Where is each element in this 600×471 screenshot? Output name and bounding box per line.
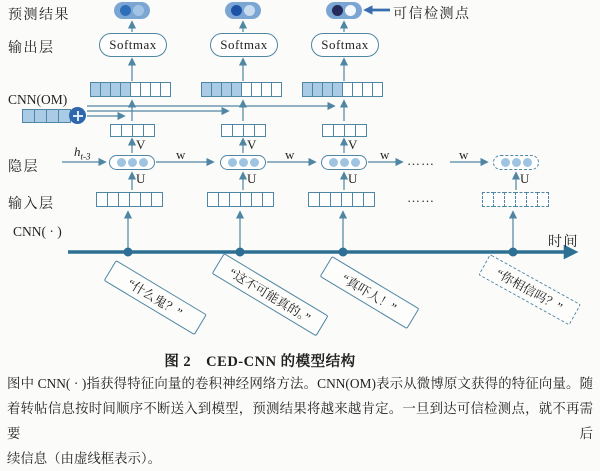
layer-label-prediction: 预测结果 xyxy=(8,8,70,23)
hidden-state-capsule xyxy=(321,155,367,170)
repost-message-box: “真吓人！” xyxy=(320,256,420,329)
weight-v-label: V xyxy=(247,137,257,152)
confidence-dot-light-icon xyxy=(244,5,255,16)
hidden-state-capsule-dashed xyxy=(493,155,539,170)
concat-vector xyxy=(90,82,171,97)
confidence-dot-light-icon xyxy=(345,5,356,16)
softmax-box: Softmax xyxy=(210,33,278,57)
description-line: 着转帖信息按时间顺序不断送入到模型，预测结果将越来越肯定。一旦到达可信检测点，就不再需要后 xyxy=(7,401,593,441)
confidence-dot-dark-icon xyxy=(231,5,242,16)
figure-caption: 图 2 CED-CNN 的模型结构 xyxy=(164,354,356,370)
weight-w-label: w xyxy=(459,147,469,162)
weight-u-label: U xyxy=(520,171,530,186)
hidden-state-capsule xyxy=(109,155,155,170)
weight-u-label: U xyxy=(348,171,358,186)
layer-label-cnn-dot: CNN( · ) xyxy=(13,224,62,239)
hidden-output-vector xyxy=(322,124,367,137)
prediction-badge xyxy=(326,2,362,19)
repost-message-box: “这不可能真的。” xyxy=(212,253,329,336)
credible-point-label: 可信检测点 xyxy=(393,7,471,22)
weight-u-label: U xyxy=(136,171,146,186)
ellipsis-input-row: …… xyxy=(407,190,435,205)
weight-u-label: U xyxy=(247,171,257,186)
weight-v-label: V xyxy=(348,137,358,152)
confidence-dot-dark-icon xyxy=(332,5,343,16)
description-line: 续信息（由虚线框表示）。 xyxy=(7,451,161,466)
softmax-box: Softmax xyxy=(99,33,167,57)
layer-label-cnn-om: CNN(OM) xyxy=(8,92,68,107)
om-feature-vector xyxy=(22,109,71,123)
softmax-box: Softmax xyxy=(311,33,379,57)
weight-w-label: w xyxy=(176,147,186,162)
hidden-state-capsule xyxy=(220,155,266,170)
figure-description xyxy=(7,371,593,471)
hidden-output-vector xyxy=(110,124,155,137)
input-vector xyxy=(308,192,375,207)
weight-w-label: w xyxy=(380,147,390,162)
description-line: 图中 CNN( · )指获得特征向量的卷积神经网络方法。CNN(OM)表示从微博原文获得的特征向量。随 xyxy=(7,376,593,391)
prediction-badge xyxy=(114,2,150,19)
confidence-dot-light-icon xyxy=(133,5,144,16)
time-axis-label: 时间 xyxy=(548,235,579,250)
weight-w-label: w xyxy=(285,147,295,162)
hidden-output-vector xyxy=(221,124,266,137)
h-prev-label: $h_{t-3}$ xyxy=(74,144,91,162)
input-vector xyxy=(207,192,274,207)
layer-label-input: 输入层 xyxy=(8,197,55,212)
concat-plus-icon xyxy=(69,107,86,124)
concat-vector xyxy=(201,82,282,97)
layer-label-hidden: 隐层 xyxy=(8,160,39,175)
weight-v-label: V xyxy=(136,137,146,152)
confidence-dot-dark-icon xyxy=(120,5,131,16)
layer-label-output: 输出层 xyxy=(8,41,55,56)
prediction-badge xyxy=(225,2,261,19)
repost-message-box-dashed: “你相信吗？” xyxy=(478,254,581,325)
input-vector xyxy=(96,192,163,207)
input-vector-dashed xyxy=(482,192,549,207)
repost-message-box: “什么鬼？” xyxy=(104,260,207,335)
ellipsis-hidden-row: …… xyxy=(407,153,435,168)
concat-vector xyxy=(302,82,383,97)
